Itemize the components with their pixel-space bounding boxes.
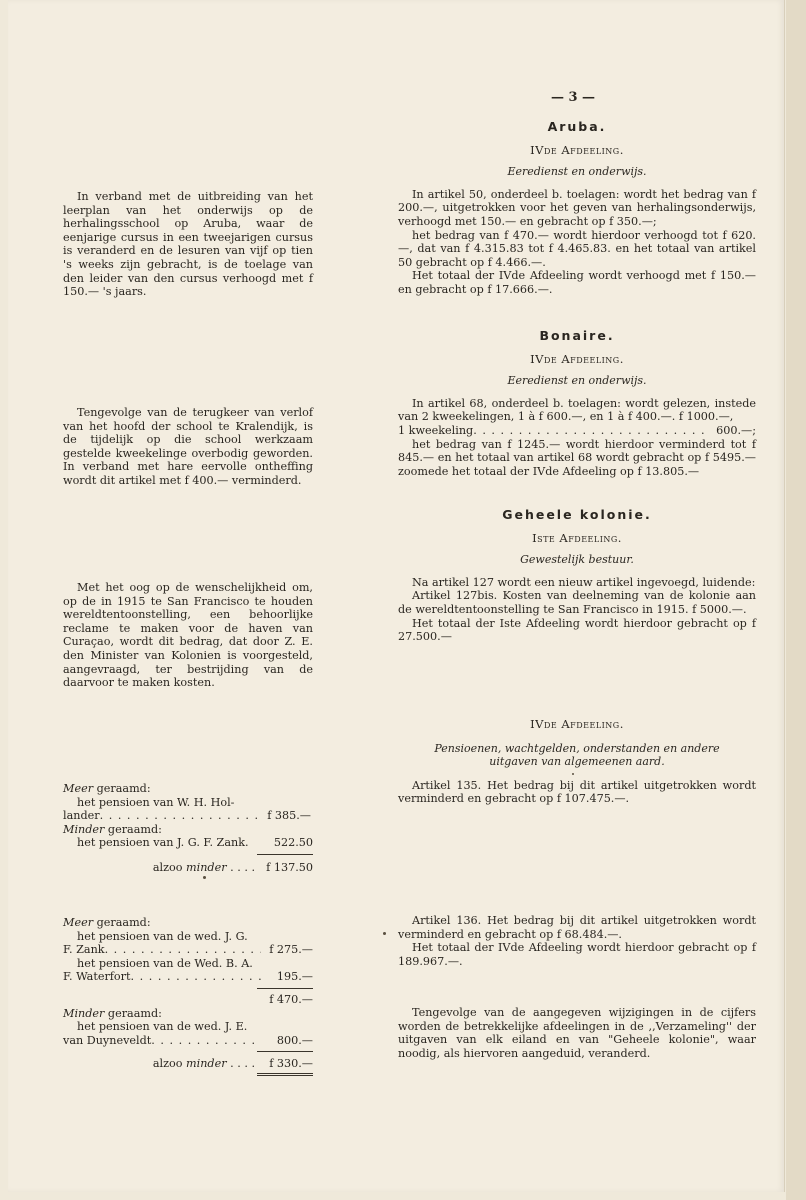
aruba-subtitle: Eeredienst en onderwijs. (507, 165, 647, 179)
kolonie-p1: Na artikel 127 wordt een nieuw artikel ingevoegd, luidende: (412, 575, 756, 589)
bonaire-p2: het bedrag van f 1245.— wordt hierdoor verminderd tot f 845.— en het totaal van artikel 68 wordt gebracht op f 5495.— zoomede het totaal der IVde Afdeeling op f 13.805.— (398, 437, 756, 478)
page-number: — 3 — (550, 90, 596, 105)
calc2-total-post: . . . . (226, 1057, 255, 1071)
calc1-row-amount: f 385.— (267, 809, 311, 823)
print-speck (203, 876, 206, 879)
calc2-minder-heading (63, 1007, 313, 1021)
kolonie-subtitle: Gewestelijk bestuur. (520, 553, 634, 567)
note-bonaire (63, 406, 313, 488)
kolonie-title: Geheele kolonie. (502, 507, 652, 522)
aruba-title: Aruba. (547, 119, 607, 134)
calc2-total-pre: alzoo (152, 1057, 187, 1071)
ivde-afdeeling: IVde Afdeeling. (530, 717, 624, 731)
page-edge (786, 0, 806, 1200)
note-aruba-text: In verband met de uitbreiding van het leerplan van het onderwijs op de herhalingsschool op Aruba, waar de eenjarige cursus in een tweejarigen cursus is veranderd en de lesuren van vijf op tien 's weeks zijn gebracht, is de toelage van den leider van den cursus verhoogd met f 150.— 's jaars. (63, 190, 313, 299)
calc2-row-zank (63, 943, 313, 957)
calc1-total-post: . . . . (226, 860, 255, 874)
bonaire-subtitle: Eeredienst en onderwijs. (507, 374, 647, 388)
note-bonaire-text: Tengevolge van de terugkeer van verlof van het hoofd der school te Kralendijk, is de tijdelijk op die school werkzaam gestelde kweekelinge overbodig geworden. In verband met hare eervolle ontheffing wordt dit artikel met f 400.— verminderd. (63, 406, 313, 487)
calc1-total-label (63, 861, 261, 875)
leader-dots (105, 943, 261, 957)
calc2-minder-em: Minder (63, 1006, 105, 1020)
calc1-meer-rest: geraamd: (93, 782, 151, 795)
calc-block-2 (63, 916, 313, 1076)
note-aruba (63, 190, 313, 299)
calc2-row-waterfort-label: F. Waterfort (63, 970, 131, 984)
calc2-double-rule (257, 1073, 313, 1076)
ivde-p2: Artikel 136. Het bedrag bij dit artikel uitgetrokken wordt verminderd en gebracht op f 68.484.—. (398, 914, 756, 941)
calc-block-1 (63, 782, 313, 875)
ivde-p1: Artikel 135. Het bedrag bij dit artikel uitgetrokken wordt verminderd en gebracht op f 107.475.—. (398, 778, 756, 806)
calc1-line1: het pensioen van W. H. Hol- (77, 795, 235, 809)
section-kolonie (398, 508, 756, 644)
kolonie-afdeeling: Iste Afdeeling. (532, 530, 622, 545)
calc2-row-duyneveldt-label: van Duyneveldt (63, 1033, 152, 1047)
calc2-row-zank-amount: f 275.— (269, 943, 313, 957)
calc2-row-waterfort-amount: 195.— (276, 970, 313, 984)
bonaire-afdeeling: IVde Afdeeling. (530, 351, 624, 366)
calc2-total-label (63, 1057, 261, 1071)
section-ivde-cont (398, 914, 756, 968)
calc2-minder-rest: geraamd: (104, 1006, 162, 1020)
calc2-total-em: minder (186, 1057, 227, 1071)
calc1-row-hollander (63, 809, 313, 823)
calc2-rule-1 (257, 988, 313, 989)
calc1-total (63, 861, 313, 875)
calc2-row-duyneveldt-amount: 800.— (276, 1033, 313, 1047)
leader-dots (100, 809, 259, 823)
calc1-total-amount: f 137.50 (266, 860, 313, 874)
kolonie-p3: Het totaal der Iste Afdeeling wordt hierdoor gebracht op f 27.500.— (398, 616, 756, 644)
leader-dots (151, 1034, 261, 1048)
calc1-row-zank-amount: 522.50 (273, 836, 313, 850)
calc2-subtotal: f 470.— (269, 992, 313, 1006)
calc1-minder-heading (63, 823, 313, 837)
calc2-meer-em: Meer (63, 916, 94, 929)
bonaire-p1: In artikel 68, onderdeel b. toelagen: wordt gelezen, instede van 2 kweekelingen, 1 à f 600.—, en 1 à f 400.—. f 1000.—, (398, 396, 756, 424)
calc1-row-label: lander (63, 809, 100, 823)
calc2-line1: het pensioen van de wed. J. G. (77, 929, 248, 943)
leader-dots (473, 424, 706, 438)
kolonie-p2: Artikel 127bis. Kosten van deelneming van de kolonie aan de wereldtentoonstelling te San Francisco in 1915. f 5000.—. (398, 589, 756, 616)
calc1-meer-em: Meer (63, 782, 94, 795)
calc1-minder-rest: geraamd: (104, 822, 162, 836)
print-speck (383, 932, 386, 935)
calc1-rule (257, 854, 313, 855)
leader-dots (131, 970, 261, 984)
calc2-row-zank-label: F. Zank (63, 943, 105, 957)
calc1-row-zank (63, 836, 313, 850)
calc2-meer-heading (63, 916, 313, 930)
section-aruba (398, 120, 756, 297)
calc2-total (63, 1057, 313, 1071)
calc2-line5: het pensioen van de wed. J. E. (77, 1020, 248, 1034)
note-exhibition-text: Met het oog op de wenschelijkheid om, op de in 1915 te San Francisco te houden wereldtentoonstelling, een behoorlijke reclame te maken voor de haven van Curaçao, wordt dit bedrag, dat door Z. E. den Minister van Kolonien is voorgesteld, aangevraagd, ter bestrijding van de daarvoor te maken kosten. (63, 581, 313, 690)
print-speck (572, 773, 574, 775)
calc2-line3: het pensioen van de Wed. B. A. (77, 956, 253, 970)
calc1-total-pre: alzoo (152, 860, 187, 874)
calc1-meer-heading (63, 782, 313, 796)
calc2-row-waterfort (63, 970, 313, 984)
ivde-subtitle: Pensioenen, wachtgelden, onderstanden en andere uitgaven van algemeenen aard. (434, 741, 720, 769)
calc1-total-em: minder (186, 860, 227, 874)
aruba-p1: In artikel 50, onderdeel b. toelagen: wordt het bedrag van f 200.—, uitgetrokken voor het geven van herhalingsonderwijs, verhoogd met 150.— en gebracht op f 350.—; (398, 187, 756, 228)
calc2-row-duyneveldt (63, 1034, 313, 1048)
calc2-rule-2 (257, 1051, 313, 1052)
aruba-afdeeling: IVde Afdeeling. (530, 142, 624, 157)
section-bonaire (398, 329, 756, 478)
bonaire-kweekeling-row (398, 424, 756, 438)
calc1-minder-em: Minder (63, 822, 105, 836)
calc2-meer-rest: geraamd: (93, 916, 151, 929)
section-ivde (398, 718, 756, 806)
calc2-total-amount: f 330.— (269, 1057, 313, 1071)
bonaire-row-amount: 600.—; (716, 423, 756, 437)
ivde-p3: Het totaal der IVde Afdeeling wordt hierdoor gebracht op f 189.967.—. (398, 941, 756, 968)
aruba-p3: Het totaal der IVde Afdeeling wordt verhoogd met f 150.— en gebracht op f 17.666.—. (398, 269, 756, 296)
aruba-p2: het bedrag van f 470.— wordt hierdoor verhoogd tot f 620.—, dat van f 4.315.83 tot f 4.465.83. en het totaal van artikel 50 gebracht op f 4.466.—. (398, 228, 756, 269)
section-closing (398, 1006, 756, 1060)
bonaire-title: Bonaire. (539, 328, 615, 343)
calc1-row-zank-label: het pensioen van J. G. F. Zank. (77, 836, 249, 850)
bonaire-row-label: 1 kweekeling (398, 423, 474, 437)
closing-p: Tengevolge van de aangegeven wijzigingen in de cijfers worden de betrekkelijke afdeelingen in de ,,Verzameling'' der uitgaven van elk eiland en van "Geheele kolonie", waar noodig, als hiervoren aangeduid, veranderd. (398, 1006, 756, 1060)
note-exhibition (63, 581, 313, 690)
